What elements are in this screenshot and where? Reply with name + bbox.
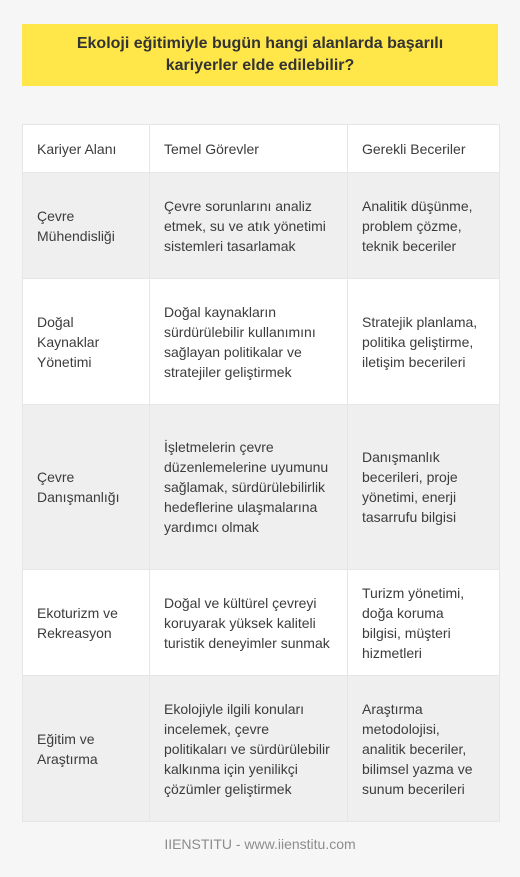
- main-tasks-cell: İşletmelerin çevre düzenlemelerine uyumunu sağlamak, sürdürülebilirlik hedeflerine ulaşmalarına yardımcı olmak: [150, 405, 348, 570]
- page-title: Ekoloji eğitimiyle bugün hangi alanlarda başarılı kariyerler elde edilebilir?: [76, 35, 444, 74]
- required-skills-cell: Turizm yönetimi, doğa koruma bilgisi, müşteri hizmetleri: [348, 570, 500, 676]
- header-required-skills: Gerekli Beceriler: [348, 125, 500, 173]
- table-row: [23, 173, 500, 279]
- career-area-cell: Ekoturizm ve Rekreasyon: [23, 570, 150, 676]
- table-header-row: [23, 125, 500, 173]
- main-tasks-cell: Doğal kaynakların sürdürülebilir kullanımını sağlayan politikalar ve stratejiler geliştirmek: [150, 279, 348, 405]
- careers-table: [22, 124, 500, 822]
- career-area-cell: Çevre Mühendisliği: [23, 173, 150, 279]
- title-banner: [22, 24, 498, 86]
- main-tasks-cell: Doğal ve kültürel çevreyi koruyarak yüksek kaliteli turistik deneyimler sunmak: [150, 570, 348, 676]
- table-row: [23, 676, 500, 822]
- footer-credit: IIENSTITU - www.iienstitu.com: [164, 836, 356, 852]
- main-tasks-cell: Çevre sorunlarını analiz etmek, su ve atık yönetimi sistemleri tasarlamak: [150, 173, 348, 279]
- header-main-tasks: Temel Görevler: [150, 125, 348, 173]
- table-row: [23, 405, 500, 570]
- required-skills-cell: Analitik düşünme, problem çözme, teknik beceriler: [348, 173, 500, 279]
- career-area-cell: Eğitim ve Araştırma: [23, 676, 150, 822]
- required-skills-cell: Danışmanlık becerileri, proje yönetimi, enerji tasarrufu bilgisi: [348, 405, 500, 570]
- career-area-cell: Doğal Kaynaklar Yönetimi: [23, 279, 150, 405]
- career-area-cell: Çevre Danışmanlığı: [23, 405, 150, 570]
- required-skills-cell: Araştırma metodolojisi, analitik beceriler, bilimsel yazma ve sunum becerileri: [348, 676, 500, 822]
- header-career-area: Kariyer Alanı: [23, 125, 150, 173]
- main-tasks-cell: Ekolojiyle ilgili konuları incelemek, çevre politikaları ve sürdürülebilir kalkınma için yenilikçi çözümler geliştirmek: [150, 676, 348, 822]
- table-row: [23, 570, 500, 676]
- required-skills-cell: Stratejik planlama, politika geliştirme, iletişim becerileri: [348, 279, 500, 405]
- table-row: [23, 279, 500, 405]
